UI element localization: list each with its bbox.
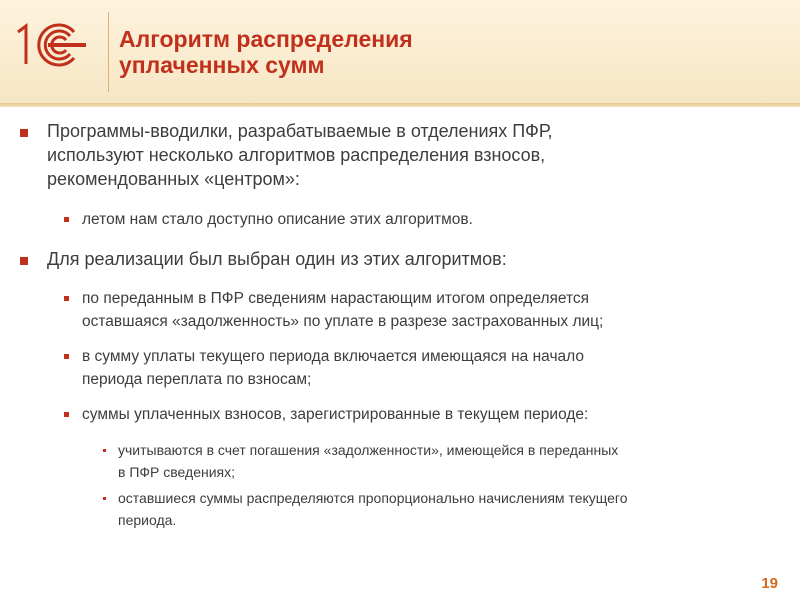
- bullet-marker: [20, 129, 28, 137]
- title-line-2: уплаченных сумм: [119, 52, 325, 78]
- bullet-2-sub-1-line-2: оставшаяся «задолженность» по уплате в разрезе застрахованных лиц;: [82, 313, 604, 330]
- bullet-2-sub-2-line-2: периода переплата по взносам;: [82, 371, 312, 388]
- sub-bullet-marker: [64, 296, 69, 301]
- bullet-2-sub-3-sub-1-line-1: учитываются в счет погашения «задолженности», имеющейся в переданных: [118, 442, 619, 458]
- bullet-2-sub-2-line-1: в сумму уплаты текущего периода включается имеющаяся на начало: [82, 348, 584, 365]
- sub-bullet-marker: [64, 217, 69, 222]
- bullet-2-sub-3-sub-2-line-1: оставшиеся суммы распределяются пропорционально начислениям текущего: [118, 490, 628, 506]
- bullet-2-sub-1-line-1: по переданным в ПФР сведениям нарастающим итогом определяется: [82, 290, 590, 307]
- bullet-2-sub-3-sub-2-line-2: периода.: [118, 512, 177, 528]
- sub-sub-bullet-marker: [103, 449, 106, 452]
- bullet-1-sub-1-line-1: летом нам стало доступно описание этих алгоритмов.: [82, 211, 473, 228]
- bullet-1-line-2: используют несколько алгоритмов распределения взносов,: [47, 145, 546, 165]
- bullet-marker: [20, 257, 28, 265]
- sub-bullet-marker: [64, 354, 69, 359]
- bullet-2-line-1: Для реализации был выбран один из этих алгоритмов:: [47, 249, 507, 269]
- sub-sub-bullet-marker: [103, 497, 106, 500]
- title-line-1: Алгоритм распределения: [119, 26, 413, 52]
- bullet-2-sub-3-sub-1-line-2: в ПФР сведениях;: [118, 464, 235, 480]
- bullet-2-sub-3-line-1: суммы уплаченных взносов, зарегистрированные в текущем периоде:: [82, 406, 589, 423]
- sub-bullet-marker: [64, 412, 69, 417]
- bullet-1-line-3: рекомендованных «центром»:: [47, 169, 300, 189]
- bullet-1-line-1: Программы-вводилки, разрабатываемые в отделениях ПФР,: [47, 121, 553, 141]
- page-number: 19: [761, 575, 778, 592]
